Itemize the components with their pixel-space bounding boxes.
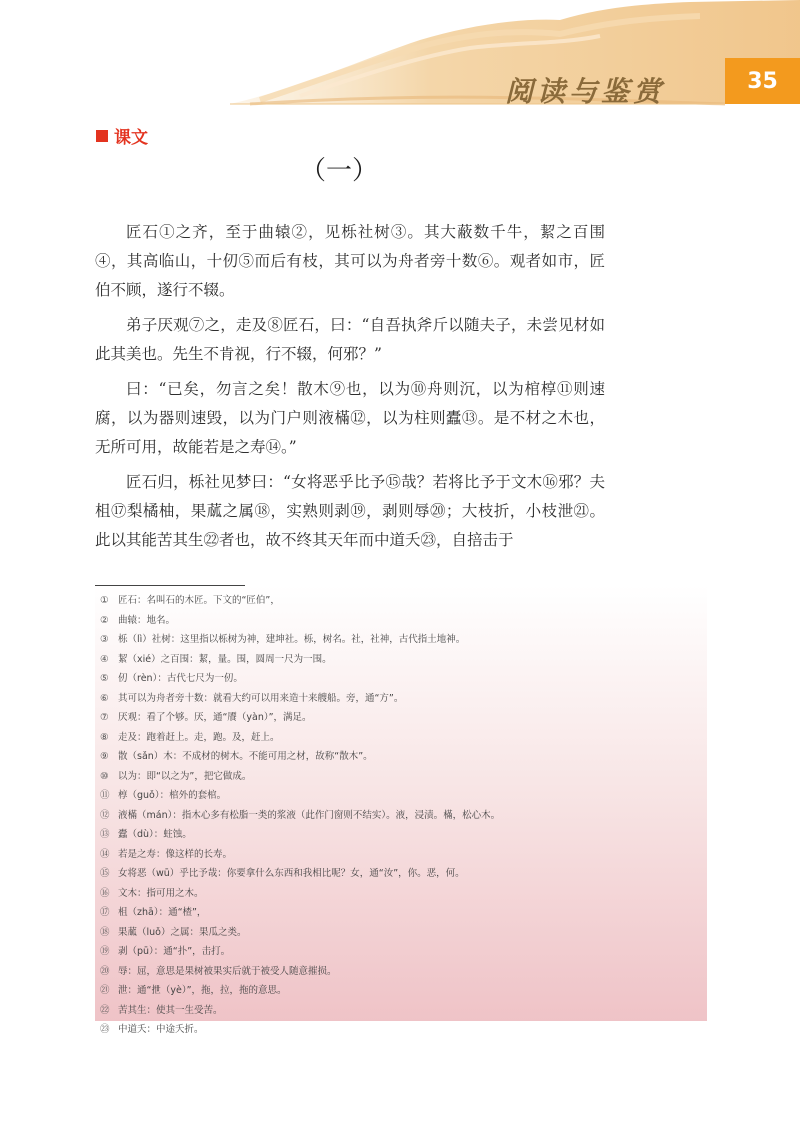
footnote: ⑨ 散（sǎn）木：不成材的树木。不能可用之材，故称“散木”。 xyxy=(100,751,373,762)
brush-stroke-decoration xyxy=(0,0,800,120)
page-number: 35 xyxy=(725,58,800,104)
footnote: ㉒ 苦其生：使其一生受苦。 xyxy=(100,1004,223,1016)
footnote: ⑫ 液樠（mán）：指木心多有松脂一类的浆液（此作门窗则不结实）。液，浸渍。樠，松心木。 xyxy=(100,809,501,821)
paragraph: 匠石归，栎社见梦曰：“女将恶乎比予⑮哉？若将比予于文木⑯邪？夫柤⑰梨橘柚，果蓏之属⑱，实熟则剥⑲，剥则辱⑳；大枝折，小枝泄㉑。此以其能苦其生㉒者也，故不终其天年而中道夭㉓，自掊击于 xyxy=(95,473,605,549)
lesson-label-text: 课文 xyxy=(114,128,148,148)
section-title: 阅读与鉴赏 xyxy=(505,75,666,108)
paragraph: 曰：“已矣，勿言之矣！散木⑨也，以为⑩舟则沉，以为棺椁⑪则速腐，以为器则速毁，以为门户则液樠⑫，以为柱则蠹⑬。是不材之木也，无所可用，故能若是之寿⑭。” xyxy=(95,380,605,456)
footnote: ⑤ 仞（rèn）：古代七尺为一仞。 xyxy=(100,673,243,684)
footnote: ⑩ 以为：即“以之为”，把它做成。 xyxy=(100,770,252,782)
footnote: ② 曲辕：地名。 xyxy=(100,614,176,626)
footnote: ⑥ 其可以为舟者旁十数：就看大约可以用来造十来艘船。旁，通“方”。 xyxy=(100,692,404,704)
footnote: ① 匠石：名叫石的木匠。下文的“匠伯”， xyxy=(100,595,280,606)
footnote: ⑭ 若是之寿：像这样的长寿。 xyxy=(100,848,233,860)
footnote: ④ 絜（xié）之百围：絜，量。围，圆周一尺为一围。 xyxy=(100,653,332,665)
footnote: ⑳ 辱：屈，意思是果树被果实后就于被受人随意摧损。 xyxy=(100,965,337,977)
footnote: ⑧ 走及：跑着赶上。走，跑。及，赶上。 xyxy=(100,731,280,743)
footnote: ⑱ 果蓏（luǒ）之属：果瓜之类。 xyxy=(100,926,247,938)
footnote: ⑮ 女将恶（wū）乎比予哉：你要拿什么东西和我相比呢？女，通“汝”，你。恶，何。 xyxy=(100,868,465,879)
lesson-label xyxy=(96,123,148,148)
paragraph: 匠石①之齐，至于曲辕②，见栎社树③。其大蔽数千牛，絜之百围④，其高临山，十仞⑤而后有枝，其可以为舟者旁十数⑥。观者如市，匠伯不顾，遂行不辍。 xyxy=(95,223,605,299)
footnote: ⑬ 蠹（dù）：蛀蚀。 xyxy=(100,829,192,840)
footnotes xyxy=(100,591,700,1040)
lesson-body xyxy=(95,218,605,561)
red-square-icon xyxy=(96,130,108,142)
footnote-divider xyxy=(95,585,245,586)
footnote: ㉑ 泄：通“抴（yè）”，拖，拉，拖的意思。 xyxy=(100,985,287,996)
footnote: ⑯ 文木：指可用之木。 xyxy=(100,887,204,899)
footnote: ⑰ 柤（zhā）：通“楂”， xyxy=(100,907,207,918)
paragraph: 弟子厌观⑦之，走及⑧匠石，曰：“自吾执斧斤以随夫子，未尝见材如此其美也。先生不肯视，行不辍，何邪？” xyxy=(95,316,605,363)
footnote: ⑦ 厌观：看了个够。厌，通“餍（yàn）”，满足。 xyxy=(100,712,312,723)
footnote: ③ 栎（lì）社树：这里指以栎树为神，建坤社。栎，树名。社，社神，古代指土地神。 xyxy=(100,634,466,645)
footnote: ⑪ 椁（guǒ）：棺外的套棺。 xyxy=(100,790,227,801)
page-header xyxy=(0,0,800,120)
part-title: （一） xyxy=(300,156,379,186)
footnote: ㉓ 中道夭：中途夭折。 xyxy=(100,1024,204,1035)
footnote: ⑲ 剥（pū）：通“扑”，击打。 xyxy=(100,946,231,957)
